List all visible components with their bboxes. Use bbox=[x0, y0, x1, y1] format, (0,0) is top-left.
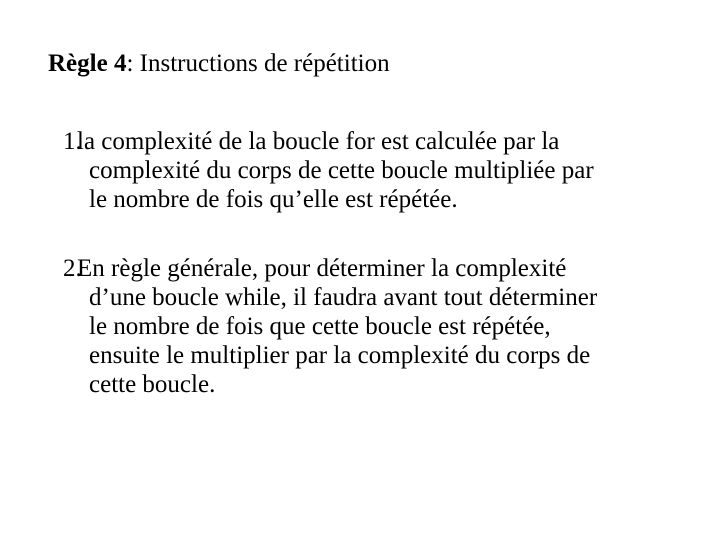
item-line: le nombre de fois qu’elle est répétée. bbox=[89, 186, 458, 213]
item-number: 1. bbox=[63, 128, 82, 155]
item-text bbox=[77, 127, 663, 214]
title-text: Instructions de répétition bbox=[133, 50, 390, 77]
title-separator: : bbox=[126, 50, 134, 77]
list-item bbox=[63, 127, 663, 214]
list-item bbox=[63, 254, 663, 399]
item-line: En règle générale, pour déterminer la complexité bbox=[77, 255, 567, 282]
rule-list bbox=[63, 127, 663, 399]
title-rule-label: Règle 4 bbox=[48, 50, 127, 77]
item-line: ensuite le multiplier par la complexité du corps de bbox=[89, 342, 591, 369]
item-line: la complexité de la boucle for est calculée par la bbox=[77, 128, 560, 155]
item-line: complexité du corps de cette boucle multipliée par bbox=[89, 157, 594, 184]
item-text bbox=[77, 254, 663, 399]
item-line: cette boucle. bbox=[89, 371, 216, 398]
item-line: d’une boucle while, il faudra avant tout déterminer bbox=[89, 284, 598, 311]
item-number: 2. bbox=[63, 255, 82, 282]
slide-title bbox=[48, 47, 390, 81]
item-line: le nombre de fois que cette boucle est répétée, bbox=[89, 313, 551, 340]
